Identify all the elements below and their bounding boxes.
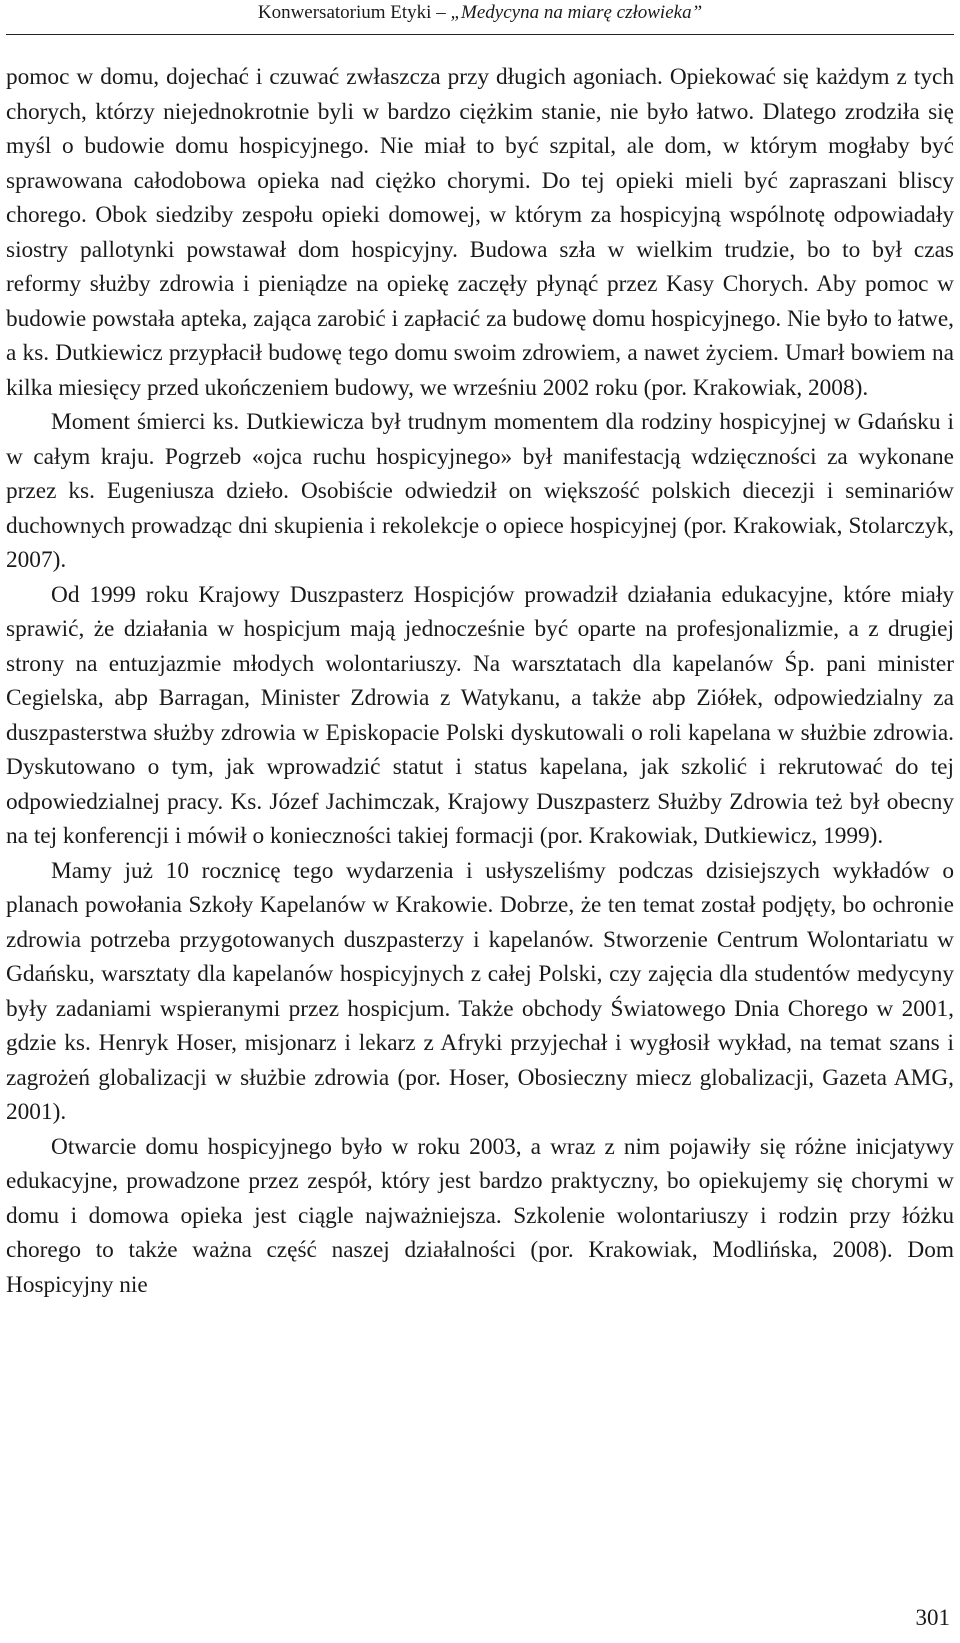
running-head: [0, 0, 960, 33]
body-text: [6, 60, 954, 1302]
header-rule: [6, 34, 954, 35]
paragraph-3: Od 1999 roku Krajowy Duszpasterz Hospicjów prowadził działania edukacyjne, które miały sprawić, że działania w hospicjum mają jednocześnie być oparte na profesjonalizmie, a z drugiej strony na entuzjazmie młodych wolontariuszy. Na warsztatach dla kapelanów Śp. pani minister Cegielska, abp Barragan, Minister Zdrowia z Watykanu, a także abp Ziółek, odpowiedzialny za duszpasterstwa służby zdrowia w Episkopacie Polski dyskutowali o roli kapelana w służbie zdrowia. Dyskutowano o tym, jak wprowadzić statut i status kapelana, jak szkolić i rekrutować do tej odpowiedzialnej pracy. Ks. Józef Jachimczak, Krajowy Duszpasterz Służby Zdrowia też był obecny na tej konferencji i mówił o konieczności takiej formacji (por. Krakowiak, Dutkiewicz, 1999).: [6, 581, 954, 849]
paragraph-4: Mamy już 10 rocznicę tego wydarzenia i usłyszeliśmy podczas dzisiejszych wykładów o planach powołania Szkoły Kapelanów w Krakowie. Dobrze, że ten temat został podjęty, bo ochronie zdrowia potrzeba przygotowanych duszpasterzy i kapelanów. Stworzenie Centrum Wolontariatu w Gdańsku, warsztaty dla kapelanów hospicyjnych z całej Polski, czy zajęcia dla studentów medycyny były zadaniami wspieranymi przez hospicjum. Także obchody Światowego Dnia Chorego w 2001, gdzie ks. Henryk Hoser, misjonarz i lekarz z Afryki przyjechał i wygłosił wykład, na temat szans i zagrożeń globalizacji w służbie zdrowia (por. Hoser, Obosieczny miecz globalizacji, Gazeta AMG, 2001).: [6, 857, 954, 1125]
paragraph-1: pomoc w domu, dojechać i czuwać zwłaszcza przy długich agoniach. Opiekować się każdym z tych chorych, którzy niejednokrotnie byli w bardzo ciężkim stanie, nie było łatwo. Dlatego zrodziła się myśl o budowie domu hospicyjnego. Nie miał to być szpital, ale dom, w którym mogłaby być sprawowana całodobowa opieka nad ciężko chorymi. Do tej opieki mieli być zapraszani bliscy chorego. Obok siedziby zespołu opieki domowej, w którym za hospicyjną wspólnotę odpowiadały siostry pallotynki powstawał dom hospicyjny. Budowa szła w wielkim trudzie, bo to był czas reformy służby zdrowia i pieniądze na opiekę zaczęły płynąć przez Kasy Chorych. Aby pomoc w budowie powstała apteka, zająca zarobić i zapłacić za budowę domu hospicyjnego. Nie było to łatwe, a ks. Dutkiewicz przypłacił budowę tego domu swoim zdrowiem, a nawet życiem. Umarł bowiem na kilka miesięcy przed ukończeniem budowy, we wrześniu 2002 roku (por. Krakowiak, 2008).: [6, 64, 954, 401]
paragraph-2: Moment śmierci ks. Dutkiewicza był trudnym momentem dla rodziny hospicyjnej w Gdańsku i w całym kraju. Pogrzeb «ojca ruchu hospicyjnego» był manifestacją wdzięczności za wykonane przez ks. Eugeniusza dzieło. Osobiście odwiedził on większość polskich diecezji i seminariów duchownych prowadząc dni skupienia i rekolekcje o opiece hospicyjnej (por. Krakowiak, Stolarczyk, 2007).: [6, 409, 954, 573]
running-head-title: „Medycyna na miarę człowieka”: [450, 2, 703, 23]
page-number: 301: [915, 1605, 950, 1630]
running-head-prefix: Konwersatorium Etyki –: [257, 2, 451, 23]
paragraph-5: Otwarcie domu hospicyjnego było w roku 2003, a wraz z nim pojawiły się różne inicjatywy edukacyjne, prowadzone przez zespół, który jest bardzo praktyczny, bo opiekujemy się chorymi w domu i domowa opieka jest ciągle najważniejsza. Szkolenie wolontariuszy i rodzin przy łóżku chorego to także ważna część naszej działalności (por. Krakowiak, Modlińska, 2008). Dom Hospicyjny nie: [6, 1133, 954, 1298]
